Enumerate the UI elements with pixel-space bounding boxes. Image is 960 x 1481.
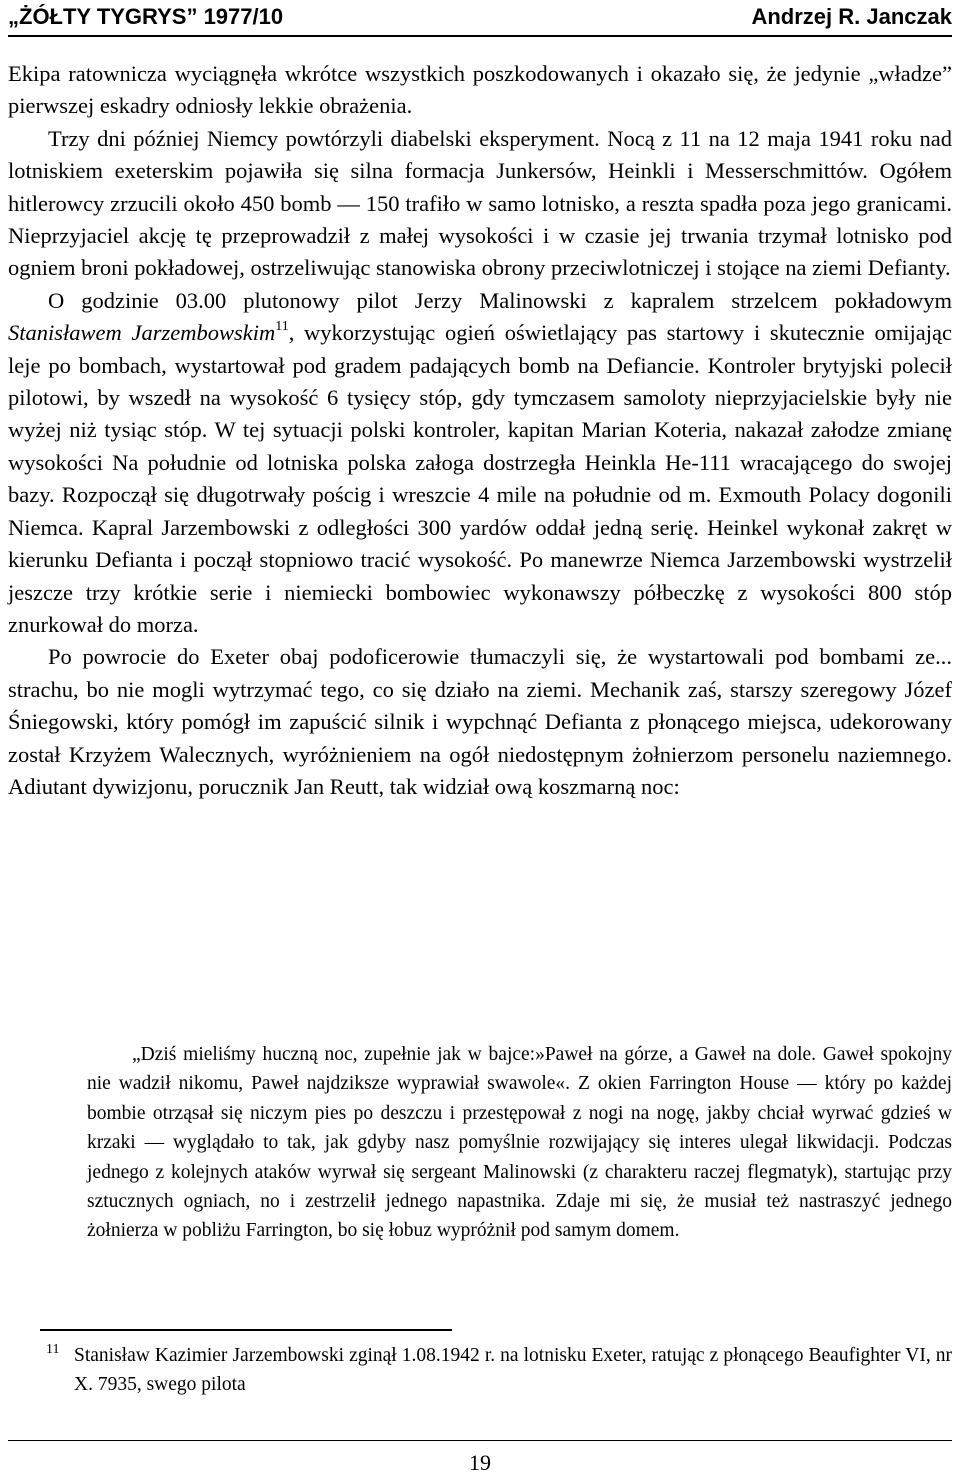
paragraph-3-start: O godzinie 03.00 plutonowy pilot Jerzy Malinowski z kapralem strzelcem pokładowym [48,287,952,313]
header-rule [8,35,952,37]
footnote [40,1342,952,1399]
header-title: „ŻÓŁTY TYGRYS” 1977/10 [8,4,284,29]
paragraph-3-end: , wykorzystując ogień oświetlający pas startowy i skutecznie omijając leje po bombach, wystartował pod gradem padających bomb na Defiancie. Kontroler brytyjski polecił pilotowi, by wszedł na wysokość 6 tysięcy stóp, gdy tymczasem samoloty nieprzyjacielskie były nie wyżej niż tysiąc stóp. W tej sytuacji polski kontroler, kapitan Marian Koteria, nakazał załodze zmianę wysokości Na południe od lotniska polska załoga dostrzegła Heinkla He-111 wracającego do swojej bazy. Rozpoczął się długotrwały pościg i wreszcie 4 mile na południe od m. Exmouth Polacy dogonili Niemca. Kapral Jarzembowski z odległości 300 yardów oddał jedną serię. Heinkel wykonał zakręt w kierunku Defianta i począł stopniowo tracić wysokość. Po manewrze Niemca Jarzembowski wystrzelił jeszcze trzy krótkie serie i niemiecki bombowiec wykonawszy półbeczkę z wysokości 800 stóp znurkował do morza. [8,320,952,637]
block-quote [87,1040,952,1246]
running-header [8,4,952,34]
footer-rule [8,1440,952,1441]
footnote-number: 11 [46,1342,60,1357]
main-text [8,58,952,803]
paragraph-1: Ekipa ratownicza wyciągnęła wkrótce wszystkich poszkodowanych i okazało się, że jedynie „władze” pierwszej eskadry odniosły lekkie obrażenia. [8,61,952,119]
footnote-reference: 11 [275,318,289,334]
page-number: 19 [469,1450,491,1475]
paragraph-2: Trzy dni później Niemcy powtórzyli diabelski eksperyment. Nocą z 11 na 12 maja 1941 roku nad lotniskiem exeterskim pojawiła się silna formacja Junkersów, Heinkli i Messerschmittów. Ogółem hitlerowcy zrzucili około 450 bomb ― 150 trafiło w samo lotnisko, a reszta spadła poza jego granicami. Nieprzyjaciel akcję tę przeprowadził z małej wysokości i w czasie jej trwania trzymał lotnisko pod ogniem broni pokładowej, ostrzeliwując stanowiska obrony przeciwlotniczej i stojące na ziemi Defianty. [8,125,952,281]
quote-text: „Dziś mieliśmy huczną noc, zupełnie jak w bajce:»Paweł na górze, a Gaweł na dole. Gaweł spokojny nie wadził nikomu, Paweł najdziksze wyprawiał swawole«. Z okien Farrington House ― który po każdej bombie otrząsał się niczym pies po deszczu i przestępował z nogi na nogę, jakby chciał wyrwać gdzieś w krzaki ― wyglądało to tak, jak gdyby nasz pomyślnie rozwijający się interes ulegał likwidacji. Podczas jednego z kolejnych ataków wyrwał się sergeant Malinowski (z charakteru raczej flegmatyk), startując przy sztucznych ogniach, no i zestrzelił jednego napastnika. Zdaje mi się, że musiał też nastraszyć jednego żołnierza w pobliżu Farrington, bo się łobuz wypróżnił pod samym domem. [87,1044,952,1242]
paragraph-4: Po powrocie do Exeter obaj podoficerowie tłumaczyli się, że wystartowali pod bombami ze... strachu, bo nie mogli wytrzymać tego, co się działo na ziemi. Mechanik zaś, starszy szeregowy Józef Śniegowski, który pomógł im zapuścić silnik i wypchnąć Defianta z płonącego miejsca, udekorowany został Krzyżem Walecznych, wyróżnieniem na ogół niedostępnym żołnierzom personelu naziemnego. Adiutant dywizjonu, porucznik Jan Reutt, tak widział ową koszmarną noc: [8,644,952,799]
footnote-text: Stanisław Kazimier Jarzembowski zginął 1.08.1942 r. na lotnisku Exeter, ratując z płonącego Beaufighter VI, nr X. 7935, swego pilota [74,1345,952,1395]
person-name-italic: Stanisławem Jarzembowskim [8,320,276,346]
header-author: Andrzej R. Janczak [751,4,952,29]
paragraph-3 [8,285,952,641]
footnote-rule [40,1329,452,1331]
